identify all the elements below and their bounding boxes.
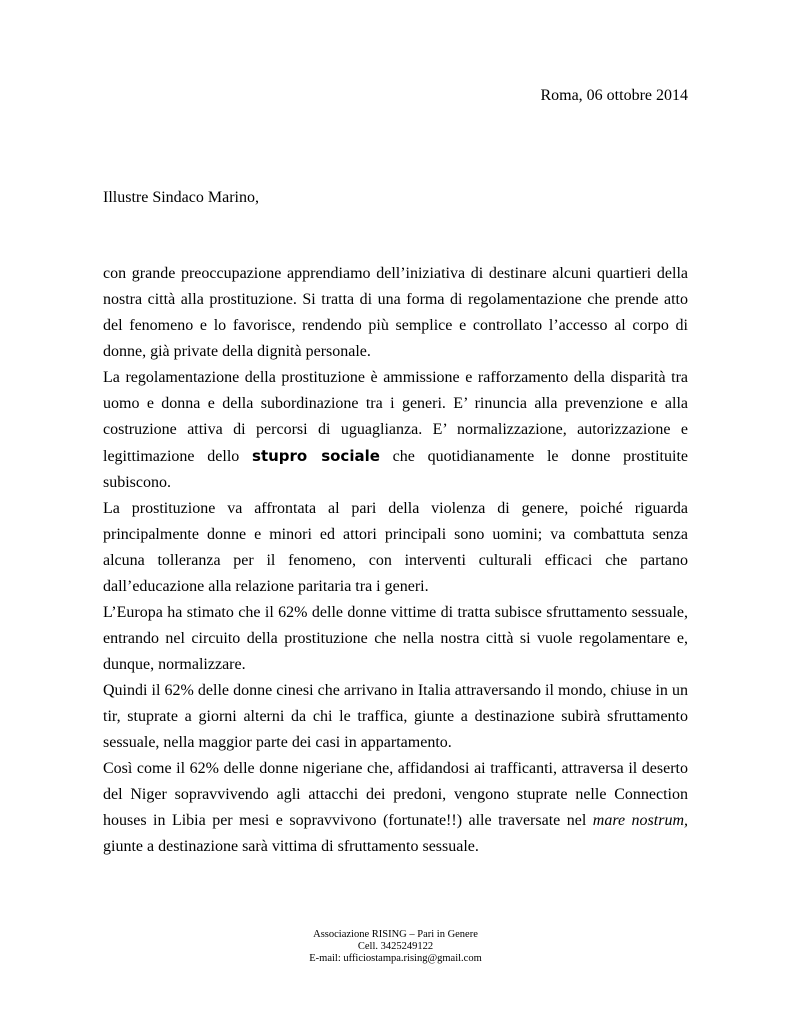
footer-email: E-mail: ufficiostampa.rising@gmail.com [309,953,482,964]
letter-footer [0,929,791,965]
paragraph [103,365,688,496]
letter-date: Roma, 06 ottobre 2014 [540,87,688,104]
footer-phone: Cell. 3425249122 [357,941,434,952]
paragraph-text: La regolamentazione della prostituzione è ammissione e rafforzamento della disparità tra uomo e donna e della subordinazione tra i generi. E’ rinuncia alla prevenzione e alla costruzione attiva di percorsi di uguaglianza. E’ normalizzazione, autorizzazione e legittimazione dello [103,369,688,465]
emphasis-text: stupro sociale [252,447,380,465]
paragraph-text: giunte a destinazione sarà vittima di sfruttamento sessuale. [103,838,479,855]
letter-body [103,261,688,860]
paragraph-text: Così come il 62% delle donne nigeriane che, affidandosi ai trafficanti, attraversa il deserto del Niger sopravvivendo agli attacchi dei predoni, vengono stuprate nelle Connection houses in Libia per mesi e sopravvivono (fortunate!!) alle traversate nel [103,760,688,829]
letter-salutation: Illustre Sindaco Marino, [103,189,259,206]
paragraph: L’Europa ha stimato che il 62% delle donne vittime di tratta subisce sfruttamento sessuale, entrando nel circuito della prostituzione che nella nostra città si vuole regolamentare e, dunque, normalizzare. [103,604,688,673]
italic-text: mare nostrum, [592,812,689,829]
paragraph: Quindi il 62% delle donne cinesi che arrivano in Italia attraversando il mondo, chiuse in un tir, stuprate a giorni alterni da chi le traffica, giunte a destinazione subirà sfruttamento sessuale, nella maggior parte dei casi in appartamento. [103,682,688,751]
paragraph [103,756,688,860]
paragraph: La prostituzione va affrontata al pari della violenza di genere, poiché riguarda principalmente donne e minori ed attori principali sono uomini; va combattuta senza alcuna tolleranza per il fenomeno, con interventi culturali efficaci che partano dall’educazione alla relazione paritaria tra i generi. [103,500,688,595]
paragraph: con grande preoccupazione apprendiamo dell’iniziativa di destinare alcuni quartieri della nostra città alla prostituzione. Si tratta di una forma di regolamentazione che prende atto del fenomeno e lo favorisce, rendendo più semplice e controllato l’accesso al corpo di donne, già private della dignità personale. [103,265,688,360]
paragraph-text: che quotidianamente le donne prostituite subiscono. [103,448,688,491]
footer-organization: Associazione RISING – Pari in Genere [313,929,478,940]
